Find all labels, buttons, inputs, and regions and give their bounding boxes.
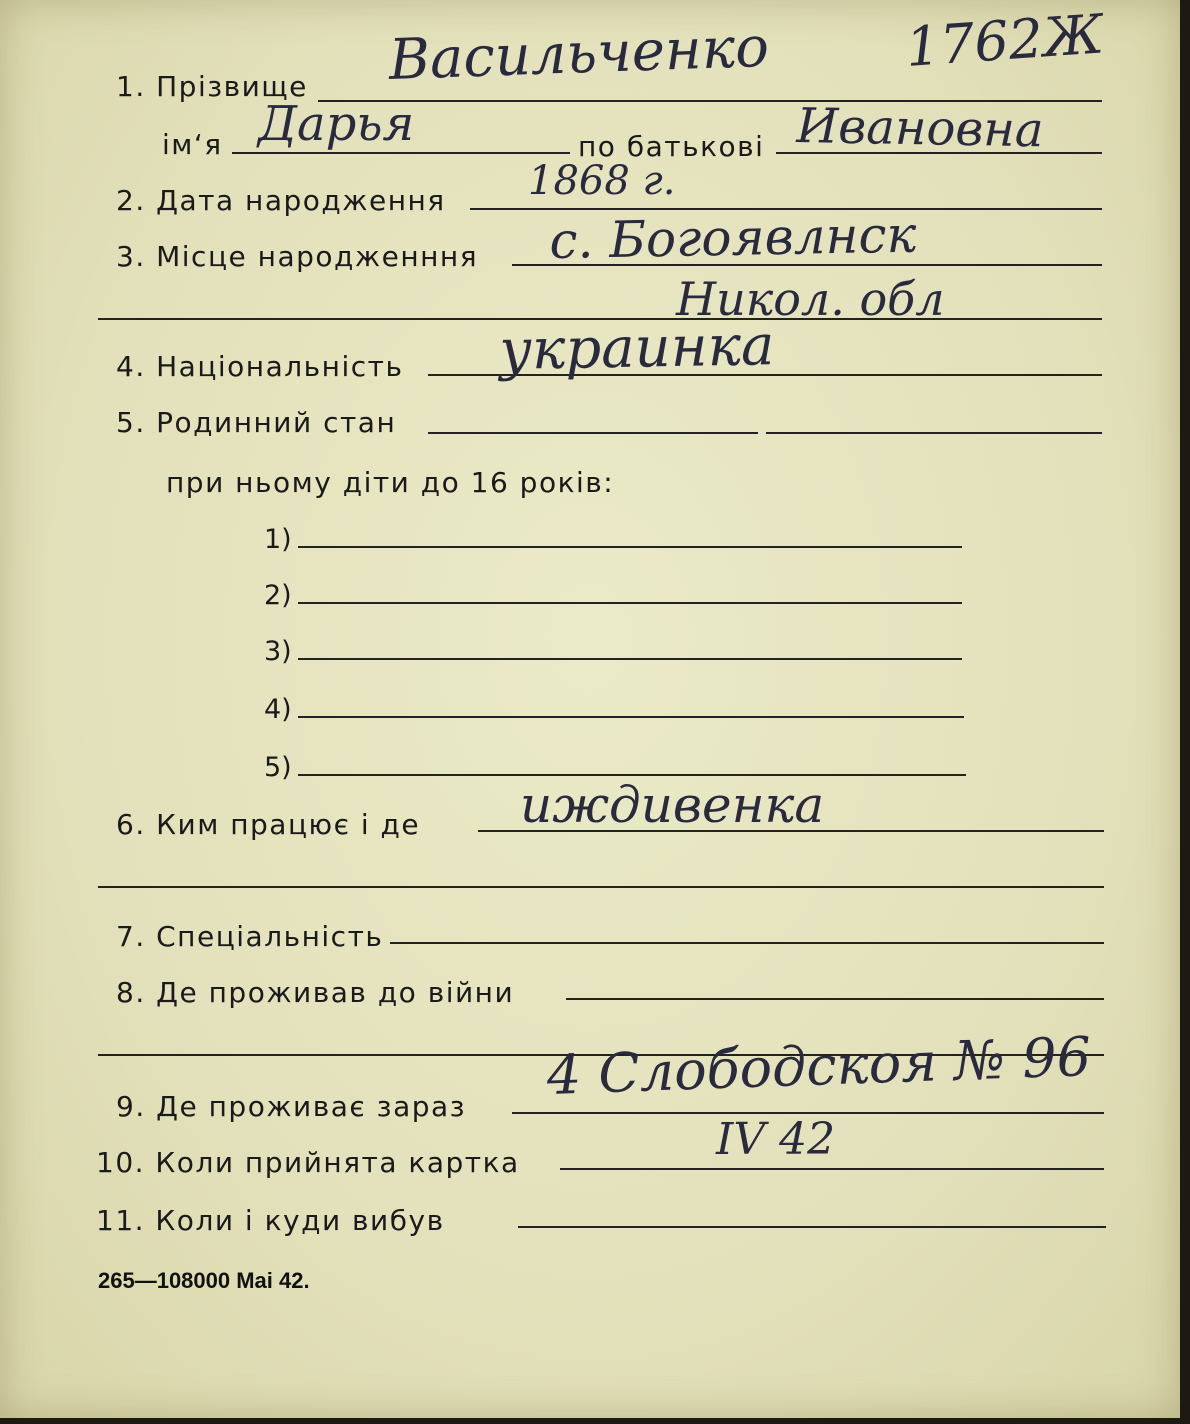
line-work-2 [98,886,1104,888]
label-surname: 1. Прізвище [116,70,308,103]
label-current-residence: 9. Де проживає зараз [116,1090,467,1123]
line-specialty [390,942,1104,944]
line-prewar-residence [566,998,1104,1000]
hw-birth-place-1: с. Богоявлнск [548,205,917,270]
hw-birth-date: 1868 г. [528,158,676,204]
label-work: 6. Ким працює і де [116,808,421,841]
label-birth-place: 3. Місце народженння [116,240,479,273]
line-family-status-a [428,432,758,434]
line-child-3 [298,658,962,660]
line-child-2 [298,602,962,604]
line-name [232,152,570,154]
line-child-1 [298,546,962,548]
child-number-5: 5) [264,752,292,783]
label-birth-date: 2. Дата народження [116,184,446,217]
hw-surname: Васильченко [387,14,770,93]
label-patronymic: по батькові [578,130,765,163]
label-specialty: 7. Спеціальність [116,920,384,953]
child-number-4: 4) [264,694,292,725]
hw-card-accepted: IV 42 [716,1114,836,1165]
hw-id-number: 1762Ж [903,2,1106,80]
hw-nationality: украинка [498,313,775,383]
label-nationality: 4. Національність [116,350,404,383]
hw-name: Дарья [258,96,415,152]
label-card-accepted: 10. Коли прийнята картка [96,1146,520,1179]
label-prewar-residence: 8. Де проживав до війни [116,976,515,1009]
line-family-status-b [766,432,1102,434]
print-imprint: 265—108000 Mai 42. [98,1268,310,1293]
line-departed [518,1226,1106,1228]
line-card-accepted [560,1168,1104,1170]
hw-current-residence: 4 Слободскоя № 96 [545,1025,1092,1107]
label-children: при ньому діти до 16 років: [166,466,615,499]
child-number-2: 2) [264,580,292,611]
label-family-status: 5. Родинний стан [116,406,397,439]
hw-work: иждивенка [520,776,825,834]
child-number-1: 1) [264,524,292,555]
label-name: ім‘я [162,128,223,161]
hw-birth-place-2: Никол. обл [676,272,945,326]
line-child-4 [298,716,964,718]
child-number-3: 3) [264,636,292,667]
label-departed: 11. Коли і куди вибув [96,1204,445,1237]
hw-patronymic: Ивановна [796,98,1045,159]
